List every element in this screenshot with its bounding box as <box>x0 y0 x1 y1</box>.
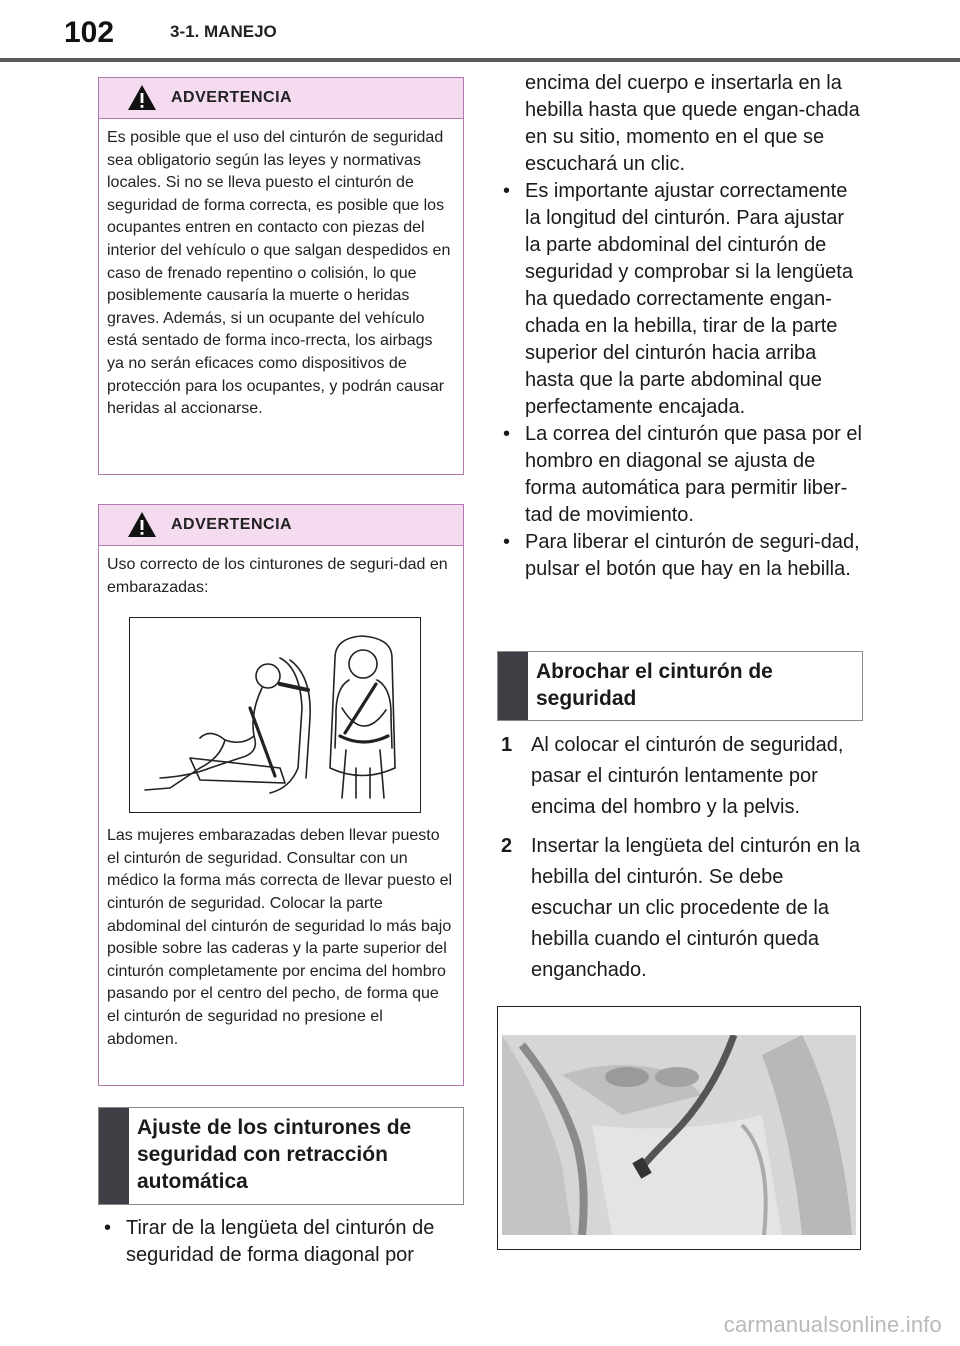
section-bar <box>498 652 528 720</box>
chapter-title: 3-1. MANEJO <box>170 22 277 41</box>
seatbelt-buckle-photo-frame <box>497 1006 861 1250</box>
warning-text: Las mujeres embarazadas deben llevar puesto el cinturón de seguridad. Consultar con un médico la forma más correcta de llevar puesto el cinturón de seguridad. Colocar la parte abdominal del cinturón de seguridad lo más bajo posible sobre las caderas y la parte superior del cinturón completamente por encima del hombro pasando por el centro del pecho, de forma que el cinturón de seguridad no presione el abdomen. <box>107 827 453 1048</box>
warning-body <box>99 119 463 429</box>
list-item: encima del cuerpo e insertarla en la hebilla hasta que quede engan-chada en su sitio, momento en el que se escuchará un clic. <box>525 72 860 175</box>
seatbelt-buckle-photo <box>502 1035 856 1235</box>
warning-title: ADVERTENCIA <box>171 516 293 533</box>
step-number: 1 <box>501 734 513 756</box>
section-header-fasten <box>497 651 863 721</box>
warning-triangle-icon <box>127 84 157 111</box>
pregnant-seatbelt-illustration <box>129 617 421 813</box>
pregnant-seatbelt-drawing <box>130 618 420 812</box>
section-bar <box>99 1108 129 1204</box>
step-text: Al colocar el cinturón de seguridad, pasar el cinturón lentamente por encima del hombro y la pelvis. <box>531 734 844 818</box>
warning-header <box>99 505 463 546</box>
warning-body-continued <box>99 825 463 1059</box>
step-text: Insertar la lengüeta del cinturón en la hebilla del cinturón. Se debe escuchar un clic procedente de la hebilla cuando el cinturón queda enganchado. <box>531 835 861 981</box>
list-item: • La correa del cinturón que pasa por el hombro en diagonal se ajusta de forma automática para permitir liber-tad de movimiento. <box>497 421 863 529</box>
warning-box-pregnancy <box>98 504 464 1086</box>
section-header-auto-retract <box>98 1107 464 1205</box>
warning-title: ADVERTENCIA <box>171 89 293 106</box>
warning-triangle-icon <box>127 511 157 538</box>
header-rule <box>0 58 960 62</box>
list-item: • Para liberar el cinturón de seguri-dad, pulsar el botón que hay en la hebilla. <box>497 529 863 583</box>
section-title: Ajuste de los cinturones de seguridad con retracción automática <box>137 1116 412 1193</box>
seatbelt-buckle-drawing <box>502 1035 856 1235</box>
warning-text: Es posible que el uso del cinturón de seguridad sea obligatorio según las leyes y normativas locales. Si no se lleva puesto el cinturón de seguridad de forma correcta, es posible que los ocupantes entren en contacto con piezas del interior del vehículo o que salgan despedidos en caso de frenado repentino o colisión, lo que posiblemente causaría la muerte o heridas graves. Además, si un ocupante del vehículo está sentado de forma inco-rrecta, los airbags ya no serán eficaces como dispositivos de protección para los ocupantes, y podrán causar heridas al accionarse. <box>107 129 451 418</box>
warning-box-legal <box>98 77 464 475</box>
warning-intro: Uso correcto de los cinturones de seguri-dad en embarazadas: <box>107 556 448 596</box>
section-title: Abrochar el cinturón de seguridad <box>536 660 773 710</box>
steps-list <box>497 730 863 994</box>
watermark: carmanualsonline.info <box>723 1312 942 1337</box>
warning-header <box>99 78 463 119</box>
list-item: • Es importante ajustar correctamente la longitud del cinturón. Para ajustar la parte abdominal del cinturón de seguridad y comprobar si la lengüeta ha quedado correctamente engan-chada en la hebilla, tirar de la parte superior del cinturón hacia arriba hasta que la parte abdominal que perfectamente encajada. <box>497 178 863 421</box>
step-item <box>497 730 863 823</box>
step-item <box>497 831 863 986</box>
step-number: 2 <box>501 835 513 857</box>
page-header <box>0 0 960 60</box>
list-item: • Tirar de la lengüeta del cinturón de seguridad de forma diagonal por <box>98 1215 464 1269</box>
right-bullet-list <box>497 70 863 583</box>
warning-body <box>99 546 463 599</box>
left-bullet-list <box>98 1215 464 1269</box>
page-number: 102 <box>64 16 115 49</box>
